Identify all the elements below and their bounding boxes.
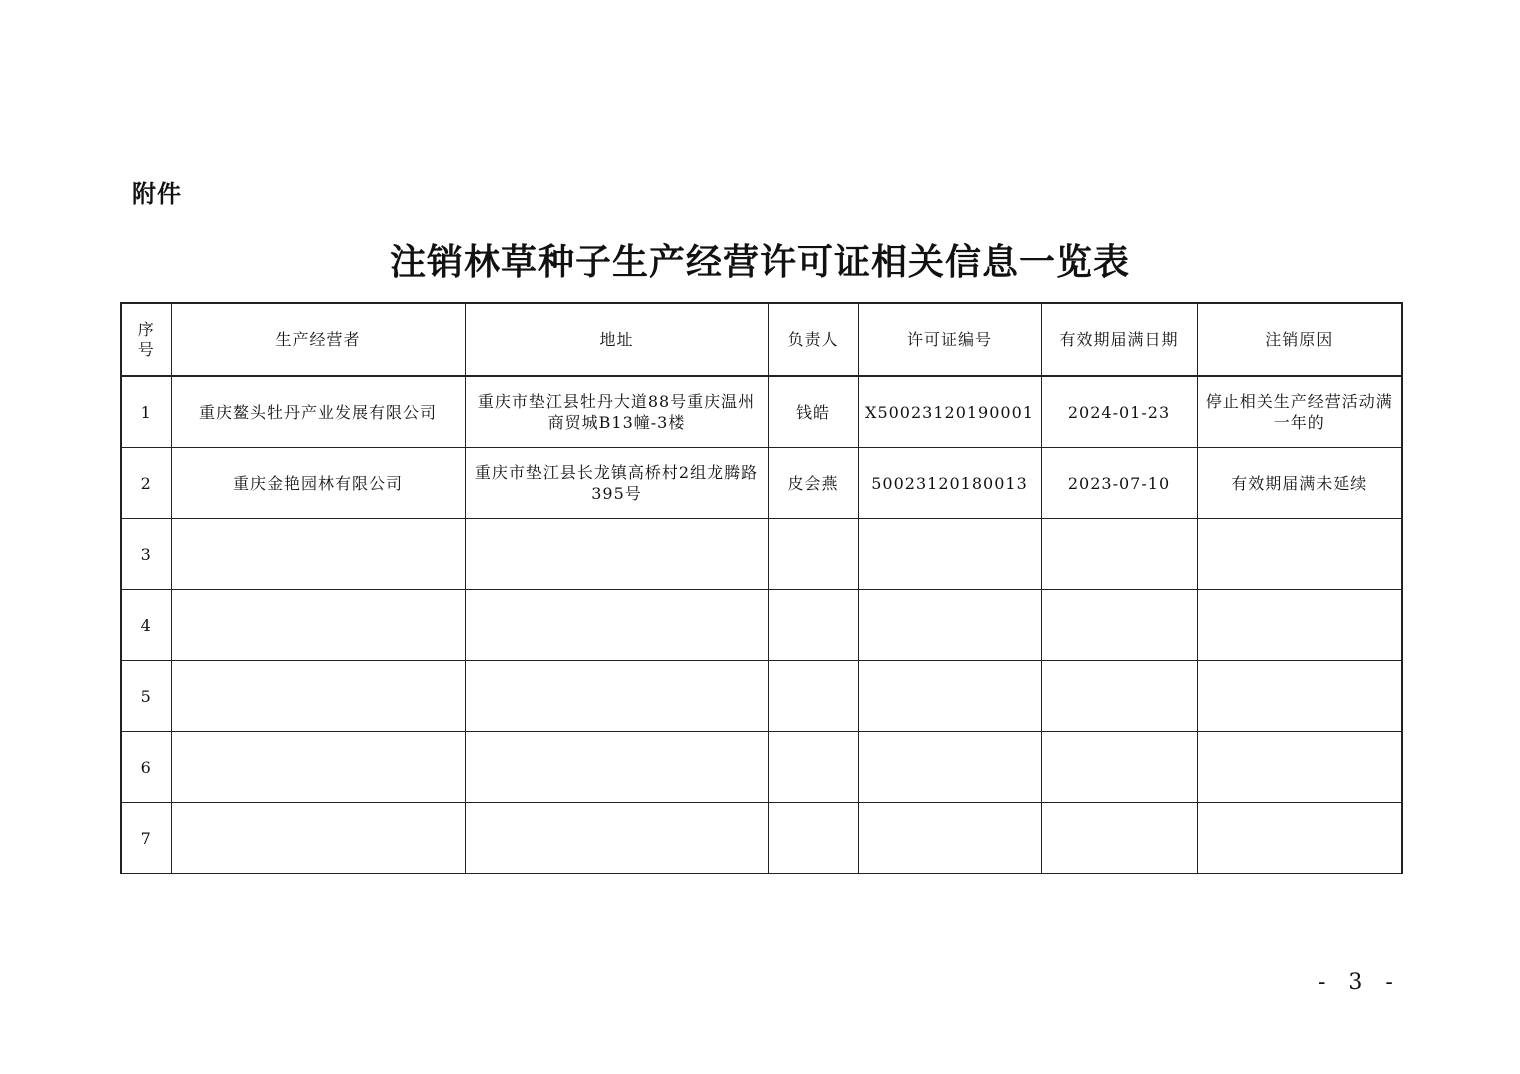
- cell-person: [768, 661, 858, 732]
- table-row: [121, 376, 1402, 448]
- attachment-label: 附件: [132, 180, 182, 208]
- header-seq-line2: 号: [137, 339, 155, 359]
- license-info-table: [120, 302, 1403, 874]
- cell-expiry: [1041, 803, 1197, 874]
- cell-seq: 7: [121, 803, 171, 874]
- cell-operator: [171, 661, 465, 732]
- cell-expiry: [1041, 732, 1197, 803]
- cell-address: [465, 590, 768, 661]
- cell-person: [768, 519, 858, 590]
- table-row: [121, 519, 1402, 590]
- cell-person: [768, 803, 858, 874]
- cell-expiry: [1041, 519, 1197, 590]
- header-license: 许可证编号: [858, 303, 1041, 376]
- header-address: 地址: [465, 303, 768, 376]
- cell-expiry: 2023-07-10: [1041, 448, 1197, 519]
- table-row: [121, 448, 1402, 519]
- cell-seq: 6: [121, 732, 171, 803]
- header-reason: 注销原因: [1197, 303, 1402, 376]
- cell-license: [858, 661, 1041, 732]
- table-header-row: [121, 303, 1402, 376]
- cell-operator: [171, 519, 465, 590]
- cell-license: 50023120180013: [858, 448, 1041, 519]
- cell-seq: 4: [121, 590, 171, 661]
- cell-reason: [1197, 661, 1402, 732]
- page-number: - 3 -: [1318, 970, 1401, 995]
- header-seq-line1: 序: [137, 319, 155, 339]
- cell-license: [858, 590, 1041, 661]
- cell-person: [768, 732, 858, 803]
- header-seq: [121, 303, 171, 376]
- cell-license: [858, 519, 1041, 590]
- cell-license: [858, 803, 1041, 874]
- table-row: [121, 732, 1402, 803]
- cell-license: [858, 732, 1041, 803]
- cell-operator: 重庆金艳园林有限公司: [171, 448, 465, 519]
- cell-operator: [171, 803, 465, 874]
- cell-reason: 停止相关生产经营活动满一年的: [1197, 376, 1402, 448]
- cell-seq: 2: [121, 448, 171, 519]
- cell-operator: 重庆鳌头牡丹产业发展有限公司: [171, 376, 465, 448]
- header-operator: 生产经营者: [171, 303, 465, 376]
- cell-expiry: [1041, 590, 1197, 661]
- cell-seq: 3: [121, 519, 171, 590]
- cell-reason: 有效期届满未延续: [1197, 448, 1402, 519]
- cell-address: [465, 732, 768, 803]
- cell-reason: [1197, 519, 1402, 590]
- cell-seq: 5: [121, 661, 171, 732]
- cell-person: 皮会燕: [768, 448, 858, 519]
- cell-address: 重庆市垫江县牡丹大道88号重庆温州商贸城B13幢-3楼: [465, 376, 768, 448]
- cell-reason: [1197, 803, 1402, 874]
- cell-operator: [171, 732, 465, 803]
- cell-license: X50023120190001: [858, 376, 1041, 448]
- cell-person: 钱皓: [768, 376, 858, 448]
- cell-expiry: 2024-01-23: [1041, 376, 1197, 448]
- header-person: 负责人: [768, 303, 858, 376]
- cell-expiry: [1041, 661, 1197, 732]
- table-row: [121, 661, 1402, 732]
- cell-reason: [1197, 590, 1402, 661]
- cell-address: [465, 803, 768, 874]
- header-expiry: 有效期届满日期: [1041, 303, 1197, 376]
- cell-address: 重庆市垫江县长龙镇高桥村2组龙腾路395号: [465, 448, 768, 519]
- cell-person: [768, 590, 858, 661]
- cell-operator: [171, 590, 465, 661]
- table-row: [121, 590, 1402, 661]
- cell-seq: 1: [121, 376, 171, 448]
- cell-address: [465, 661, 768, 732]
- cell-reason: [1197, 732, 1402, 803]
- cell-address: [465, 519, 768, 590]
- table-row: [121, 803, 1402, 874]
- document-title: 注销林草种子生产经营许可证相关信息一览表: [389, 241, 1130, 283]
